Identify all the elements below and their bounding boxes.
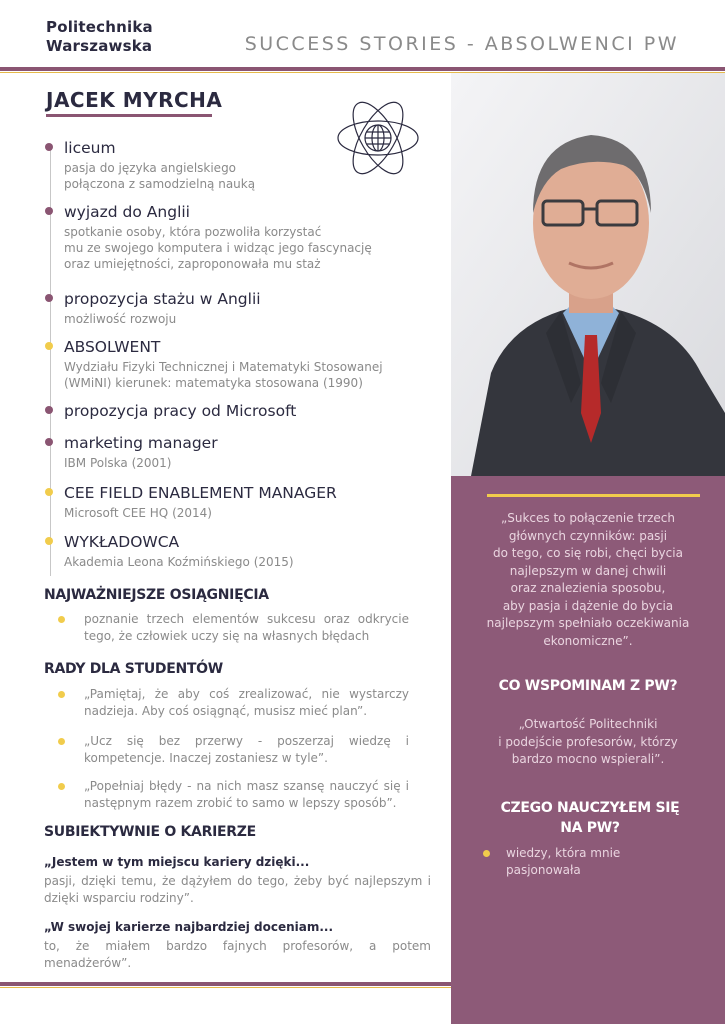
timeline-desc: Wydziału Fizyki Technicznej i Matematyki Stosowanej (WMiNI) kierunek: matematyka stosowana (1990) [64, 360, 383, 390]
footer-divider [0, 982, 451, 986]
advice-item [84, 778, 409, 811]
timeline-marker [45, 438, 53, 446]
achievement-text: poznanie trzech elementów sukcesu oraz odkrycie tego, że człowiek uczy się na własnych błędach [84, 612, 409, 643]
bullet-dot [58, 616, 65, 623]
sidebar-main-quote: „Sukces to połączenie trzech głównych czynników: pasji do tego, co się robi, chęci bycia najlepszym w danej chwili oraz znalezienia sposobu, aby pasja i dążenie do bycia najlepszym spełniało oczekiwania ekonomiczne”. [486, 511, 690, 648]
page-header-title: SUCCESS STORIES - ABSOLWENCI PW [244, 33, 679, 55]
sidebar-learned-text: wiedzy, która mnie pasjonowała [506, 846, 621, 877]
sidebar-heading-memories: CO WSPOMINAM Z PW? [498, 678, 678, 694]
pw-logo [46, 18, 153, 56]
portrait-illustration [451, 73, 725, 476]
timeline-desc: możliwość rozwoju [64, 312, 177, 326]
portrait-photo [451, 73, 725, 476]
timeline-marker [45, 207, 53, 215]
sidebar-accent-rule [487, 494, 700, 497]
timeline-title: ABSOLWENT [64, 338, 161, 356]
timeline-item [64, 337, 383, 391]
timeline-title: liceum [64, 139, 116, 157]
logo-line-2: Warszawska [46, 37, 153, 55]
timeline-item [64, 202, 372, 272]
timeline-item [64, 289, 261, 327]
timeline-marker [45, 294, 53, 302]
advice-text: „Pamiętaj, że aby coś zrealizować, nie wystarczy nadzieja. Aby coś osiągnąć, musisz mieć plan”. [84, 687, 409, 718]
timeline-title: CEE FIELD ENABLEMENT MANAGER [64, 484, 337, 502]
timeline-desc: spotkanie osoby, która pozwoliła korzystać mu ze swojego komputera i widząc jego fascynację oraz umiejętności, zaproponowała mu staż [64, 225, 372, 271]
timeline-title: marketing manager [64, 434, 218, 452]
career-answer-1: pasji, dzięki temu, że dążyłem do tego, żeby być najlepszym i dzięki wsparciu rodziny”. [44, 874, 431, 905]
career-question-1: „Jestem w tym miejscu kariery dzięki... [44, 855, 310, 869]
advice-item [84, 733, 409, 766]
career-question-2: „W swojej karierze najbardziej doceniam... [44, 920, 334, 934]
timeline-title: WYKŁADOWCA [64, 533, 180, 551]
sidebar-heading-learned: CZEGO NAUCZYŁEM SIĘ NA PW? [500, 800, 680, 836]
timeline-marker [45, 488, 53, 496]
timeline-title: propozycja pracy od Microsoft [64, 402, 297, 420]
person-name: JACEK MYRCHA [46, 88, 223, 112]
advice-text: „Ucz się bez przerwy - poszerzaj wiedzę i kompetencje. Inaczej zostaniesz w tyle”. [84, 734, 409, 765]
career-answer-2: to, że miałem bardzo fajnych profesorów, a potem menadżerów”. [44, 939, 431, 970]
logo-line-1: Politechnika [46, 18, 153, 36]
timeline-marker [45, 406, 53, 414]
bullet-dot [58, 691, 65, 698]
achievement-item [84, 611, 409, 644]
advice-text: „Popełniaj błędy - na nich masz szansę nauczyć się i następnym razem zrobić to samo w lepszy sposób”. [84, 779, 409, 810]
timeline-item [64, 401, 296, 421]
advice-heading: RADY DLA STUDENTÓW [44, 661, 223, 677]
pw-emblem-icon [335, 95, 421, 181]
header-divider [0, 67, 725, 71]
bullet-dot [58, 783, 65, 790]
advice-item [84, 686, 409, 719]
bullet-dot [58, 738, 65, 745]
timeline-desc: Microsoft CEE HQ (2014) [64, 506, 212, 520]
sidebar-memories-quote: „Otwartość Politechniki i podejście profesorów, którzy bardzo mocno wspierali”. [498, 717, 678, 766]
career-heading: SUBIEKTYWNIE O KARIERZE [44, 824, 256, 840]
timeline-title: propozycja stażu w Anglii [64, 290, 261, 308]
bullet-dot [483, 850, 490, 857]
timeline-item [64, 138, 255, 192]
timeline-item [64, 483, 337, 521]
timeline-marker [45, 537, 53, 545]
timeline-desc: Akademia Leona Koźmińskiego (2015) [64, 555, 294, 569]
timeline-item [64, 532, 294, 570]
sidebar-learned-item [506, 845, 676, 879]
footer-divider-accent [0, 987, 451, 988]
timeline-item [64, 433, 218, 471]
achievements-heading: NAJWAŻNIEJSZE OSIĄGNIĘCIA [44, 587, 269, 603]
timeline-title: wyjazd do Anglii [64, 203, 190, 221]
timeline-desc: IBM Polska (2001) [64, 456, 172, 470]
timeline-marker [45, 342, 53, 350]
timeline-marker [45, 143, 53, 151]
name-underline [46, 114, 212, 117]
timeline-desc: pasja do języka angielskiego połączona z samodzielną nauką [64, 161, 256, 191]
